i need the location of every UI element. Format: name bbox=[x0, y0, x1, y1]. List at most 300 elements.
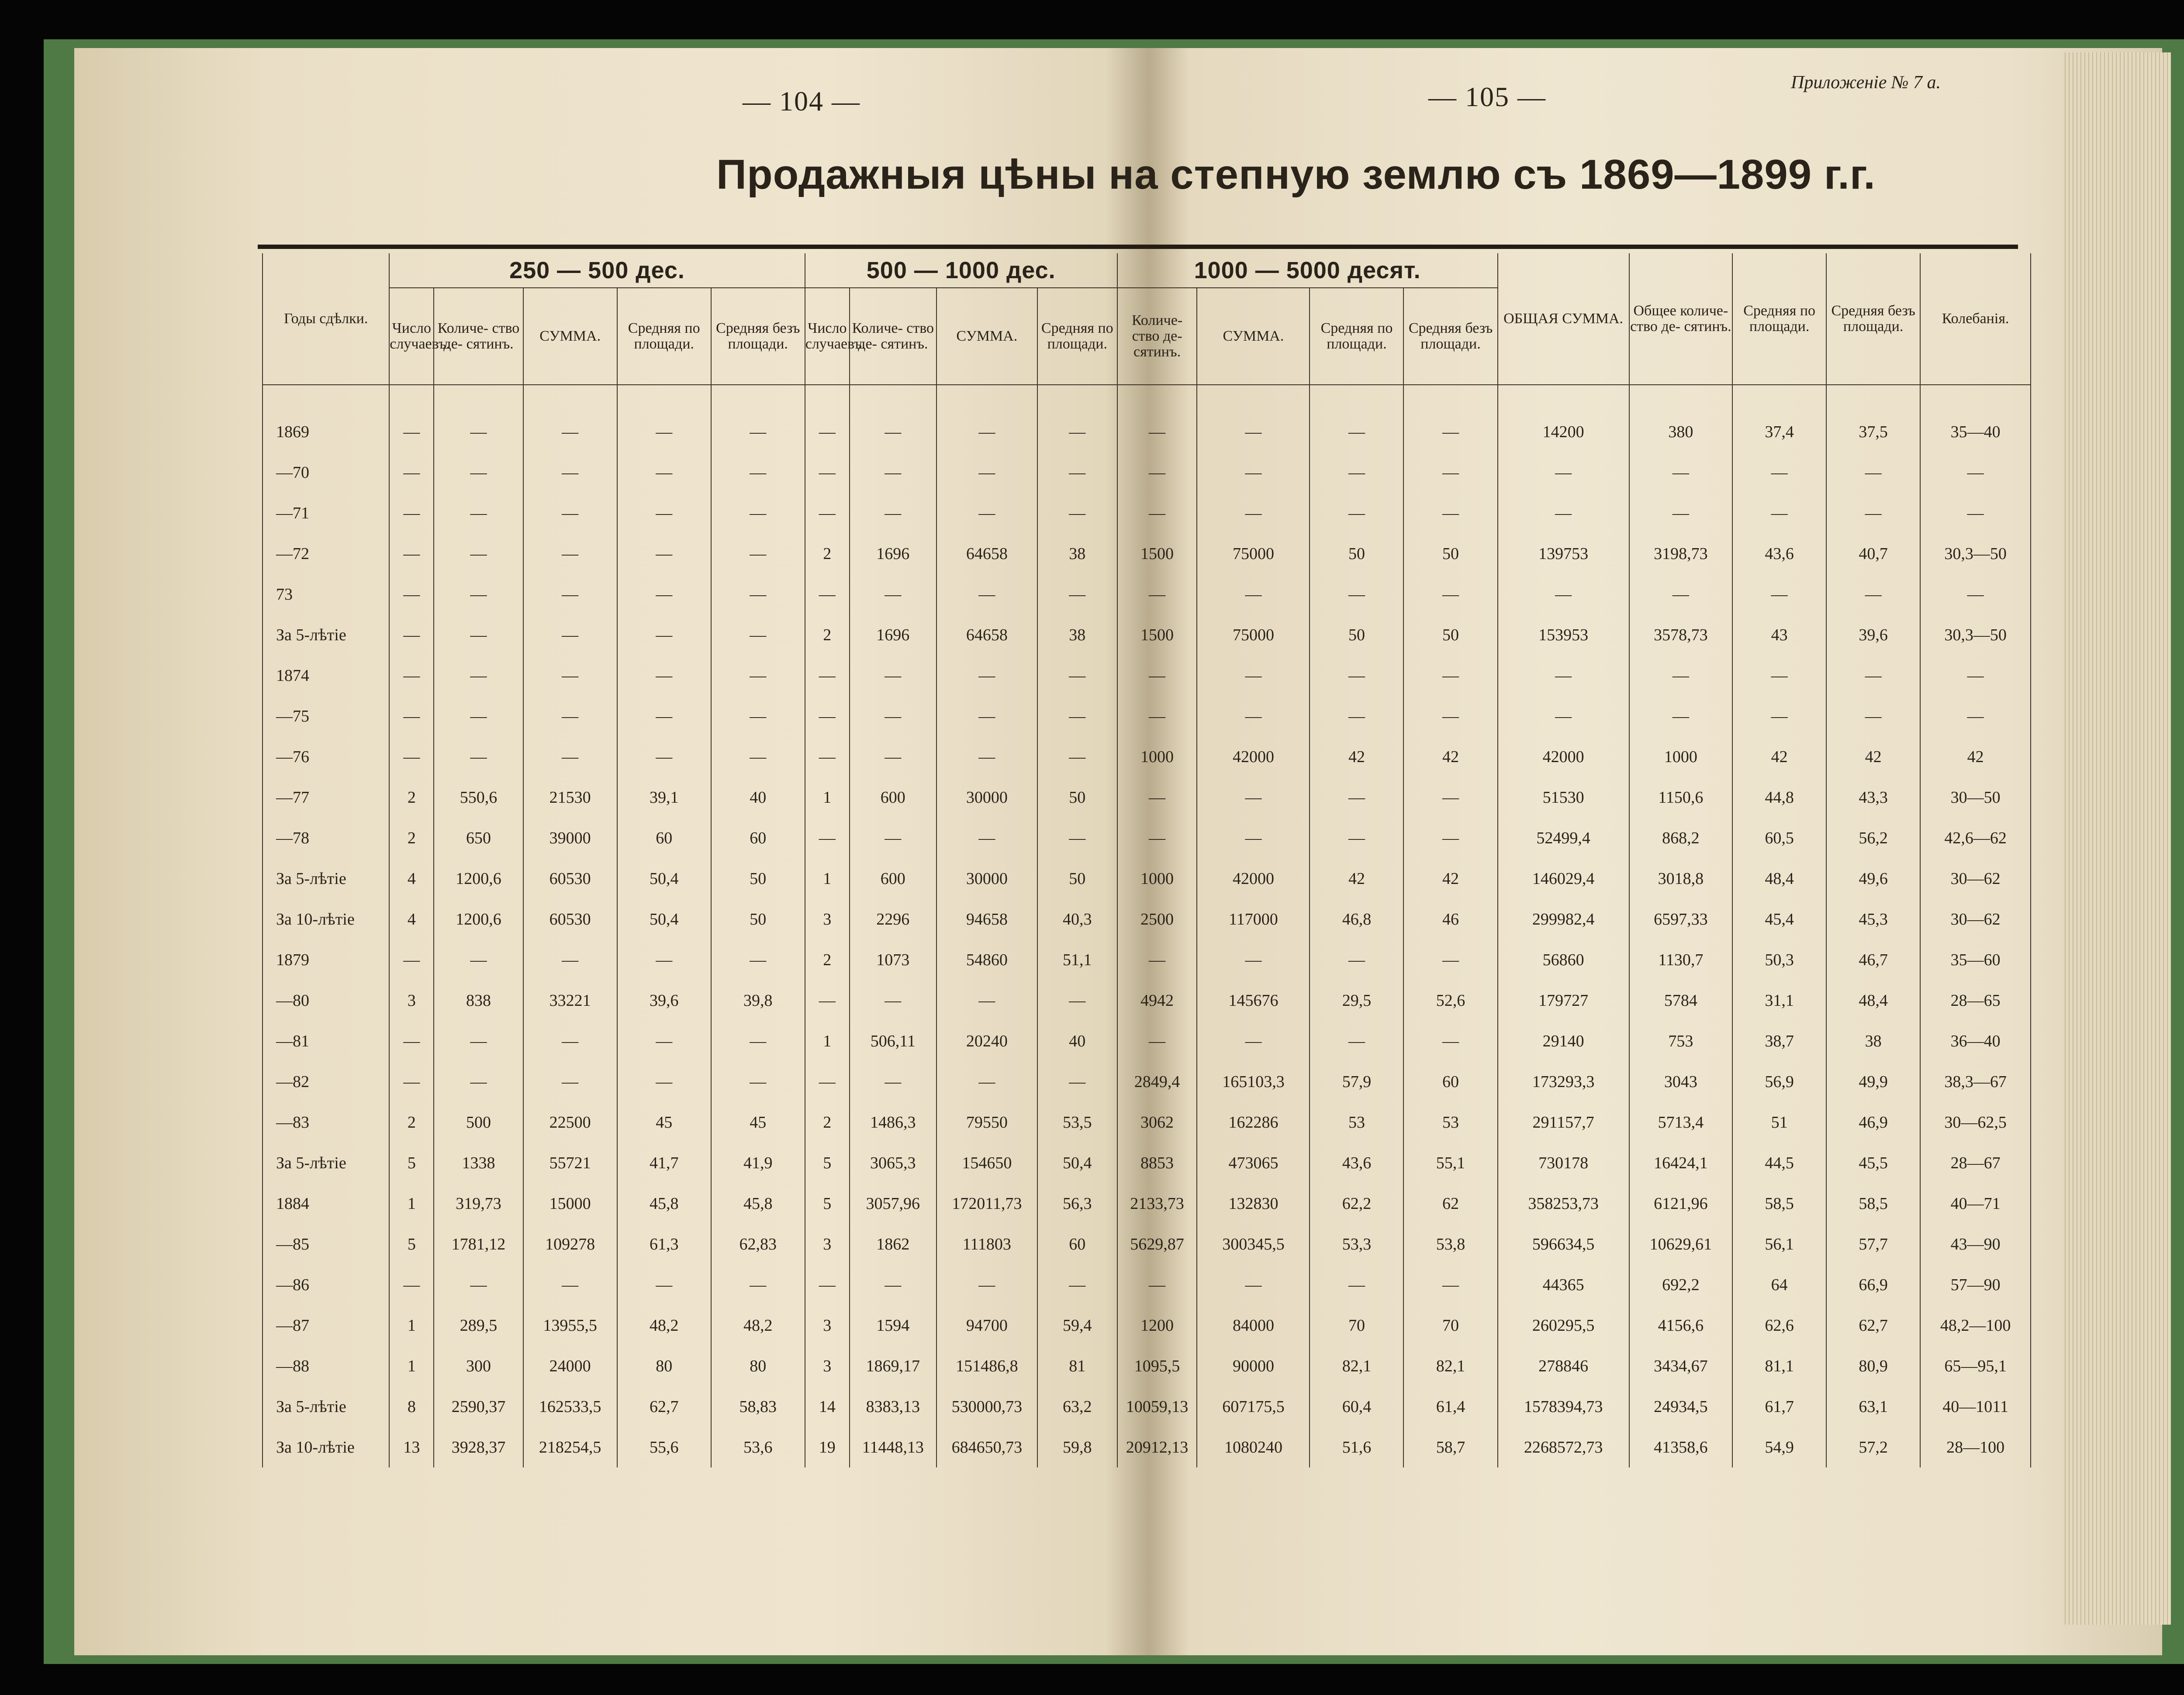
row-year-cell: —85 bbox=[263, 1224, 389, 1264]
table-row bbox=[263, 452, 2031, 493]
table-cell: 319,73 bbox=[434, 1183, 523, 1224]
table-cell: 56,2 bbox=[1826, 818, 1920, 858]
table-cell: 57,7 bbox=[1826, 1224, 1920, 1264]
table-cell: 19 bbox=[805, 1427, 850, 1467]
table-row bbox=[263, 1102, 2031, 1143]
table-cell: 59,8 bbox=[1037, 1427, 1117, 1467]
table-cell: 81,1 bbox=[1732, 1346, 1826, 1386]
table-cell: — bbox=[389, 696, 434, 736]
table-cell: — bbox=[936, 655, 1037, 696]
table-cell: — bbox=[711, 385, 805, 452]
table-cell: — bbox=[1310, 818, 1403, 858]
table-cell: 28—100 bbox=[1920, 1427, 2031, 1467]
table-cell: 20240 bbox=[936, 1021, 1037, 1061]
table-cell: 2590,37 bbox=[434, 1386, 523, 1427]
table-cell: 90000 bbox=[1197, 1346, 1310, 1386]
table-cell: 61,4 bbox=[1403, 1386, 1497, 1427]
table-cell: 70 bbox=[1403, 1305, 1497, 1346]
table-cell: 39000 bbox=[523, 818, 617, 858]
table-cell: 5 bbox=[389, 1224, 434, 1264]
table-cell: 1338 bbox=[434, 1143, 523, 1183]
table-cell: — bbox=[1826, 574, 1920, 614]
table-cell: — bbox=[1498, 655, 1629, 696]
table-cell: 30—62 bbox=[1920, 858, 2031, 899]
table-row bbox=[263, 858, 2031, 899]
table-cell: — bbox=[1629, 493, 1733, 533]
table-cell: 50 bbox=[1310, 533, 1403, 574]
table-cell: 4156,6 bbox=[1629, 1305, 1733, 1346]
table-cell: 153953 bbox=[1498, 614, 1629, 655]
table-cell: 94658 bbox=[936, 899, 1037, 939]
table-cell: 473065 bbox=[1197, 1143, 1310, 1183]
table-cell: 29140 bbox=[1498, 1021, 1629, 1061]
table-cell: — bbox=[1197, 696, 1310, 736]
table-cell: — bbox=[434, 655, 523, 696]
table-cell: — bbox=[1117, 385, 1197, 452]
table-cell: — bbox=[1197, 1021, 1310, 1061]
table-cell: 45,5 bbox=[1826, 1143, 1920, 1183]
table-cell: 38,7 bbox=[1732, 1021, 1826, 1061]
table-cell: 3928,37 bbox=[434, 1427, 523, 1467]
table-cell: — bbox=[1310, 1264, 1403, 1305]
table-cell: — bbox=[1310, 385, 1403, 452]
table-cell: — bbox=[1403, 452, 1497, 493]
table-cell: 46,8 bbox=[1310, 899, 1403, 939]
table-cell: 51,1 bbox=[1037, 939, 1117, 980]
table-cell: 82,1 bbox=[1310, 1346, 1403, 1386]
table-cell: 600 bbox=[850, 777, 936, 818]
table-cell: — bbox=[711, 655, 805, 696]
table-cell: 4942 bbox=[1117, 980, 1197, 1021]
table-cell: 39,6 bbox=[1826, 614, 1920, 655]
table-cell: 22500 bbox=[523, 1102, 617, 1143]
table-cell: 24000 bbox=[523, 1346, 617, 1386]
table-cell: — bbox=[711, 533, 805, 574]
table-cell: 30—62 bbox=[1920, 899, 2031, 939]
table-cell: 62,2 bbox=[1310, 1183, 1403, 1224]
table-cell: — bbox=[523, 493, 617, 533]
table-row bbox=[263, 614, 2031, 655]
table-cell: 48,4 bbox=[1826, 980, 1920, 1021]
table-cell: 61,7 bbox=[1732, 1386, 1826, 1427]
table-cell: — bbox=[1629, 655, 1733, 696]
table-cell: 50,4 bbox=[617, 858, 711, 899]
table-cell: — bbox=[389, 574, 434, 614]
table-row bbox=[263, 980, 2031, 1021]
table-cell: — bbox=[1310, 452, 1403, 493]
table-cell: — bbox=[1310, 1021, 1403, 1061]
table-cell: — bbox=[805, 1061, 850, 1102]
table-cell: — bbox=[1310, 493, 1403, 533]
table-cell: — bbox=[1732, 696, 1826, 736]
table-cell: — bbox=[850, 980, 936, 1021]
table-cell: — bbox=[1629, 574, 1733, 614]
table-cell: 43,6 bbox=[1732, 533, 1826, 574]
table-cell: — bbox=[1037, 574, 1117, 614]
header-avg-area-b: Средняя по площади. bbox=[1037, 288, 1117, 385]
table-cell: 1200,6 bbox=[434, 858, 523, 899]
table-cell: 139753 bbox=[1498, 533, 1629, 574]
table-cell: 55721 bbox=[523, 1143, 617, 1183]
price-table bbox=[262, 253, 2031, 1594]
table-cell: 42 bbox=[1310, 736, 1403, 777]
table-cell: — bbox=[523, 1021, 617, 1061]
table-cell: — bbox=[434, 736, 523, 777]
table-cell: — bbox=[850, 493, 936, 533]
table-cell: — bbox=[936, 493, 1037, 533]
table-cell: — bbox=[1197, 1264, 1310, 1305]
table-cell: 111803 bbox=[936, 1224, 1037, 1264]
table-cell: 11448,13 bbox=[850, 1427, 936, 1467]
table-cell: — bbox=[523, 736, 617, 777]
table-cell: 530000,73 bbox=[936, 1386, 1037, 1427]
table-cell: 75000 bbox=[1197, 533, 1310, 574]
table-cell: — bbox=[523, 696, 617, 736]
row-year-cell: —72 bbox=[263, 533, 389, 574]
table-cell: — bbox=[711, 493, 805, 533]
table-cell: 1073 bbox=[850, 939, 936, 980]
table-cell: — bbox=[850, 452, 936, 493]
table-cell: 2 bbox=[805, 533, 850, 574]
table-cell: — bbox=[1732, 574, 1826, 614]
table-cell: 39,8 bbox=[711, 980, 805, 1021]
table-cell: 8383,13 bbox=[850, 1386, 936, 1427]
table-cell: 35—60 bbox=[1920, 939, 2031, 980]
table-cell: 3065,3 bbox=[850, 1143, 936, 1183]
table-cell: 10059,13 bbox=[1117, 1386, 1197, 1427]
table-cell: 1130,7 bbox=[1629, 939, 1733, 980]
table-cell: 58,7 bbox=[1403, 1427, 1497, 1467]
table-cell: — bbox=[617, 574, 711, 614]
table-cell: 14200 bbox=[1498, 385, 1629, 452]
row-year-cell: —82 bbox=[263, 1061, 389, 1102]
table-cell: — bbox=[1310, 939, 1403, 980]
row-year-cell: 1869 bbox=[263, 385, 389, 452]
table-cell: 46 bbox=[1403, 899, 1497, 939]
table-cell: 43—90 bbox=[1920, 1224, 2031, 1264]
table-cell: — bbox=[1920, 655, 2031, 696]
table-cell: 8 bbox=[389, 1386, 434, 1427]
table-cell: 41,7 bbox=[617, 1143, 711, 1183]
table-cell: 44,8 bbox=[1732, 777, 1826, 818]
table-cell: — bbox=[1403, 493, 1497, 533]
row-year-cell: —88 bbox=[263, 1346, 389, 1386]
table-cell: 42000 bbox=[1197, 858, 1310, 899]
table-cell: 1500 bbox=[1117, 614, 1197, 655]
table-cell: 13955,5 bbox=[523, 1305, 617, 1346]
row-year-cell: —70 bbox=[263, 452, 389, 493]
table-cell: — bbox=[1403, 696, 1497, 736]
table-cell: 65—95,1 bbox=[1920, 1346, 2031, 1386]
table-cell: — bbox=[936, 385, 1037, 452]
table-cell: 173293,3 bbox=[1498, 1061, 1629, 1102]
table-cell: 3057,96 bbox=[850, 1183, 936, 1224]
table-cell: 2 bbox=[389, 1102, 434, 1143]
table-cell: 20912,13 bbox=[1117, 1427, 1197, 1467]
table-cell: 43,6 bbox=[1310, 1143, 1403, 1183]
row-year-cell: За 5-лѣтіе bbox=[263, 1143, 389, 1183]
table-cell: — bbox=[1117, 777, 1197, 818]
table-cell: 42,6—62 bbox=[1920, 818, 2031, 858]
table-cell: — bbox=[805, 385, 850, 452]
header-fluctuations: Колебанія. bbox=[1920, 253, 2031, 385]
header-total-area: Общее количе- ство де- сятинъ. bbox=[1629, 253, 1733, 385]
table-cell: 60,4 bbox=[1310, 1386, 1403, 1427]
table-cell: — bbox=[711, 1061, 805, 1102]
table-cell: 1869,17 bbox=[850, 1346, 936, 1386]
table-cell: 53,3 bbox=[1310, 1224, 1403, 1264]
table-cell: 33221 bbox=[523, 980, 617, 1021]
table-cell: 56860 bbox=[1498, 939, 1629, 980]
header-years: Годы сдѣлки. bbox=[263, 253, 389, 385]
header-total-sum: ОБЩАЯ СУММА. bbox=[1498, 253, 1629, 385]
table-cell: 50 bbox=[711, 899, 805, 939]
table-row bbox=[263, 1143, 2031, 1183]
table-cell: 62,83 bbox=[711, 1224, 805, 1264]
table-cell: 53 bbox=[1403, 1102, 1497, 1143]
table-cell: — bbox=[1403, 655, 1497, 696]
table-cell: 81 bbox=[1037, 1346, 1117, 1386]
table-cell: 40 bbox=[1037, 1021, 1117, 1061]
table-row bbox=[263, 736, 2031, 777]
table-cell: 48,2 bbox=[617, 1305, 711, 1346]
table-cell: 50,4 bbox=[1037, 1143, 1117, 1183]
table-cell: 30,3—50 bbox=[1920, 533, 2031, 574]
table-cell: — bbox=[1920, 574, 2031, 614]
table-cell: 51 bbox=[1732, 1102, 1826, 1143]
table-cell: — bbox=[711, 452, 805, 493]
table-cell: 3198,73 bbox=[1629, 533, 1733, 574]
table-cell: 162533,5 bbox=[523, 1386, 617, 1427]
row-year-cell: —81 bbox=[263, 1021, 389, 1061]
table-cell: 39,1 bbox=[617, 777, 711, 818]
table-cell: 132830 bbox=[1197, 1183, 1310, 1224]
table-cell: — bbox=[1197, 385, 1310, 452]
table-cell: — bbox=[389, 614, 434, 655]
table-cell: 50 bbox=[1403, 614, 1497, 655]
table-cell: 45,8 bbox=[711, 1183, 805, 1224]
table-cell: 53,6 bbox=[711, 1427, 805, 1467]
table-cell: 692,2 bbox=[1629, 1264, 1733, 1305]
page-edges-right bbox=[2062, 52, 2171, 1625]
table-cell: 57—90 bbox=[1920, 1264, 2031, 1305]
table-cell: 63,1 bbox=[1826, 1386, 1920, 1427]
table-cell: 1578394,73 bbox=[1498, 1386, 1629, 1427]
table-cell: — bbox=[1037, 493, 1117, 533]
table-cell: 59,4 bbox=[1037, 1305, 1117, 1346]
table-row bbox=[263, 533, 2031, 574]
table-cell: 8853 bbox=[1117, 1143, 1197, 1183]
header-sum-a: СУММА. bbox=[523, 288, 617, 385]
table-cell: 868,2 bbox=[1629, 818, 1733, 858]
table-cell: 730178 bbox=[1498, 1143, 1629, 1183]
table-cell: 66,9 bbox=[1826, 1264, 1920, 1305]
table-cell: — bbox=[389, 1021, 434, 1061]
table-cell: — bbox=[1403, 818, 1497, 858]
table-cell: 80,9 bbox=[1826, 1346, 1920, 1386]
table-row bbox=[263, 655, 2031, 696]
table-cell: — bbox=[850, 736, 936, 777]
table-cell: 53,5 bbox=[1037, 1102, 1117, 1143]
table-cell: — bbox=[850, 1061, 936, 1102]
table-cell: 64658 bbox=[936, 533, 1037, 574]
table-row bbox=[263, 1305, 2031, 1346]
table-cell: — bbox=[434, 939, 523, 980]
table-cell: — bbox=[711, 696, 805, 736]
left-page-number: — 104 — bbox=[743, 86, 860, 117]
table-cell: 289,5 bbox=[434, 1305, 523, 1346]
table-cell: — bbox=[1732, 655, 1826, 696]
table-cell: — bbox=[1037, 655, 1117, 696]
table-cell: — bbox=[1117, 452, 1197, 493]
table-cell: 40—1011 bbox=[1920, 1386, 2031, 1427]
table-cell: — bbox=[389, 939, 434, 980]
table-cell: — bbox=[389, 736, 434, 777]
table-cell: 1486,3 bbox=[850, 1102, 936, 1143]
table-cell: 38 bbox=[1037, 614, 1117, 655]
table-cell: 53,8 bbox=[1403, 1224, 1497, 1264]
table-cell: 506,11 bbox=[850, 1021, 936, 1061]
table-cell: — bbox=[1197, 452, 1310, 493]
table-cell: 44365 bbox=[1498, 1264, 1629, 1305]
table-cell: 3 bbox=[389, 980, 434, 1021]
table-cell: — bbox=[1310, 574, 1403, 614]
table-cell: 40,3 bbox=[1037, 899, 1117, 939]
table-cell: 1000 bbox=[1117, 736, 1197, 777]
table-cell: 1 bbox=[389, 1346, 434, 1386]
row-year-cell: За 10-лѣтіе bbox=[263, 899, 389, 939]
table-cell: — bbox=[617, 493, 711, 533]
row-year-cell: —76 bbox=[263, 736, 389, 777]
table-row bbox=[263, 939, 2031, 980]
table-row bbox=[263, 574, 2031, 614]
table-cell: 109278 bbox=[523, 1224, 617, 1264]
table-cell: 45,8 bbox=[617, 1183, 711, 1224]
table-cell: 56,9 bbox=[1732, 1061, 1826, 1102]
table-cell: — bbox=[1920, 493, 2031, 533]
table-cell: 5 bbox=[389, 1143, 434, 1183]
header-avg-no-area-c: Средняя безъ площади. bbox=[1403, 288, 1497, 385]
table-cell: — bbox=[1117, 696, 1197, 736]
table-cell: 41,9 bbox=[711, 1143, 805, 1183]
table-cell: — bbox=[389, 533, 434, 574]
header-sum-c: СУММА. bbox=[1197, 288, 1310, 385]
table-row bbox=[263, 1346, 2031, 1386]
table-cell: 45 bbox=[617, 1102, 711, 1143]
table-cell: 51530 bbox=[1498, 777, 1629, 818]
table-cell: — bbox=[1403, 777, 1497, 818]
table-cell: — bbox=[850, 818, 936, 858]
table-cell: — bbox=[936, 980, 1037, 1021]
table-cell: — bbox=[711, 736, 805, 777]
table-cell: — bbox=[1403, 385, 1497, 452]
table-cell: — bbox=[1197, 493, 1310, 533]
table-cell: 684650,73 bbox=[936, 1427, 1037, 1467]
table-cell: 5713,4 bbox=[1629, 1102, 1733, 1143]
table-cell: — bbox=[1629, 452, 1733, 493]
table-cell: — bbox=[711, 614, 805, 655]
table-cell: — bbox=[936, 818, 1037, 858]
table-cell: 80 bbox=[617, 1346, 711, 1386]
table-cell: 43,3 bbox=[1826, 777, 1920, 818]
table-cell: 49,9 bbox=[1826, 1061, 1920, 1102]
table-cell: 2268572,73 bbox=[1498, 1427, 1629, 1467]
table-cell: — bbox=[1403, 1021, 1497, 1061]
table-cell: 6121,96 bbox=[1629, 1183, 1733, 1224]
table-cell: — bbox=[434, 1021, 523, 1061]
table-cell: — bbox=[1498, 696, 1629, 736]
table-cell: 3018,8 bbox=[1629, 858, 1733, 899]
row-year-cell: За 5-лѣтіе bbox=[263, 614, 389, 655]
table-cell: 45,4 bbox=[1732, 899, 1826, 939]
table-cell: 2 bbox=[805, 614, 850, 655]
table-cell: — bbox=[936, 1061, 1037, 1102]
table-cell: 52499,4 bbox=[1498, 818, 1629, 858]
table-cell: 37,5 bbox=[1826, 385, 1920, 452]
table-cell: 54,9 bbox=[1732, 1427, 1826, 1467]
table-cell: — bbox=[1037, 452, 1117, 493]
table-cell: 37,4 bbox=[1732, 385, 1826, 452]
table-cell: — bbox=[523, 574, 617, 614]
table-cell: — bbox=[936, 736, 1037, 777]
table-cell: — bbox=[1310, 777, 1403, 818]
table-cell: 500 bbox=[434, 1102, 523, 1143]
table-cell: 64 bbox=[1732, 1264, 1826, 1305]
table-cell: 146029,4 bbox=[1498, 858, 1629, 899]
table-cell: 40 bbox=[711, 777, 805, 818]
table-cell: 3062 bbox=[1117, 1102, 1197, 1143]
table-cell: 4 bbox=[389, 858, 434, 899]
table-cell: 1150,6 bbox=[1629, 777, 1733, 818]
table-cell: 358253,73 bbox=[1498, 1183, 1629, 1224]
table-cell: — bbox=[711, 939, 805, 980]
table-cell: 42 bbox=[1732, 736, 1826, 777]
table-cell: 50 bbox=[1037, 777, 1117, 818]
table-cell: 607175,5 bbox=[1197, 1386, 1310, 1427]
table-cell: 24934,5 bbox=[1629, 1386, 1733, 1427]
table-cell: 1000 bbox=[1629, 736, 1733, 777]
table-cell: 117000 bbox=[1197, 899, 1310, 939]
group-1000-5000: 1000 — 5000 десят. bbox=[1117, 253, 1498, 288]
table-cell: 58,5 bbox=[1826, 1183, 1920, 1224]
table-cell: — bbox=[1826, 696, 1920, 736]
table-cell: 291157,7 bbox=[1498, 1102, 1629, 1143]
table-cell: — bbox=[805, 1264, 850, 1305]
table-cell: — bbox=[805, 655, 850, 696]
row-year-cell: —75 bbox=[263, 696, 389, 736]
table-cell: 2296 bbox=[850, 899, 936, 939]
table-cell: 28—67 bbox=[1920, 1143, 2031, 1183]
table-cell: — bbox=[434, 614, 523, 655]
row-year-cell: За 10-лѣтіе bbox=[263, 1427, 389, 1467]
table-cell: — bbox=[1732, 452, 1826, 493]
table-cell: — bbox=[1037, 385, 1117, 452]
table-cell: 70 bbox=[1310, 1305, 1403, 1346]
table-cell: 50,3 bbox=[1732, 939, 1826, 980]
table-cell: — bbox=[1037, 1264, 1117, 1305]
table-cell: — bbox=[523, 1264, 617, 1305]
table-cell: 218254,5 bbox=[523, 1427, 617, 1467]
table-cell: 3 bbox=[805, 1305, 850, 1346]
table-cell: — bbox=[805, 452, 850, 493]
table-cell: — bbox=[617, 533, 711, 574]
header-sum-b: СУММА. bbox=[936, 288, 1037, 385]
table-cell: 28—65 bbox=[1920, 980, 2031, 1021]
table-cell: — bbox=[1117, 574, 1197, 614]
table-row bbox=[263, 696, 2031, 736]
table-cell: 1 bbox=[389, 1305, 434, 1346]
table-cell: — bbox=[389, 655, 434, 696]
